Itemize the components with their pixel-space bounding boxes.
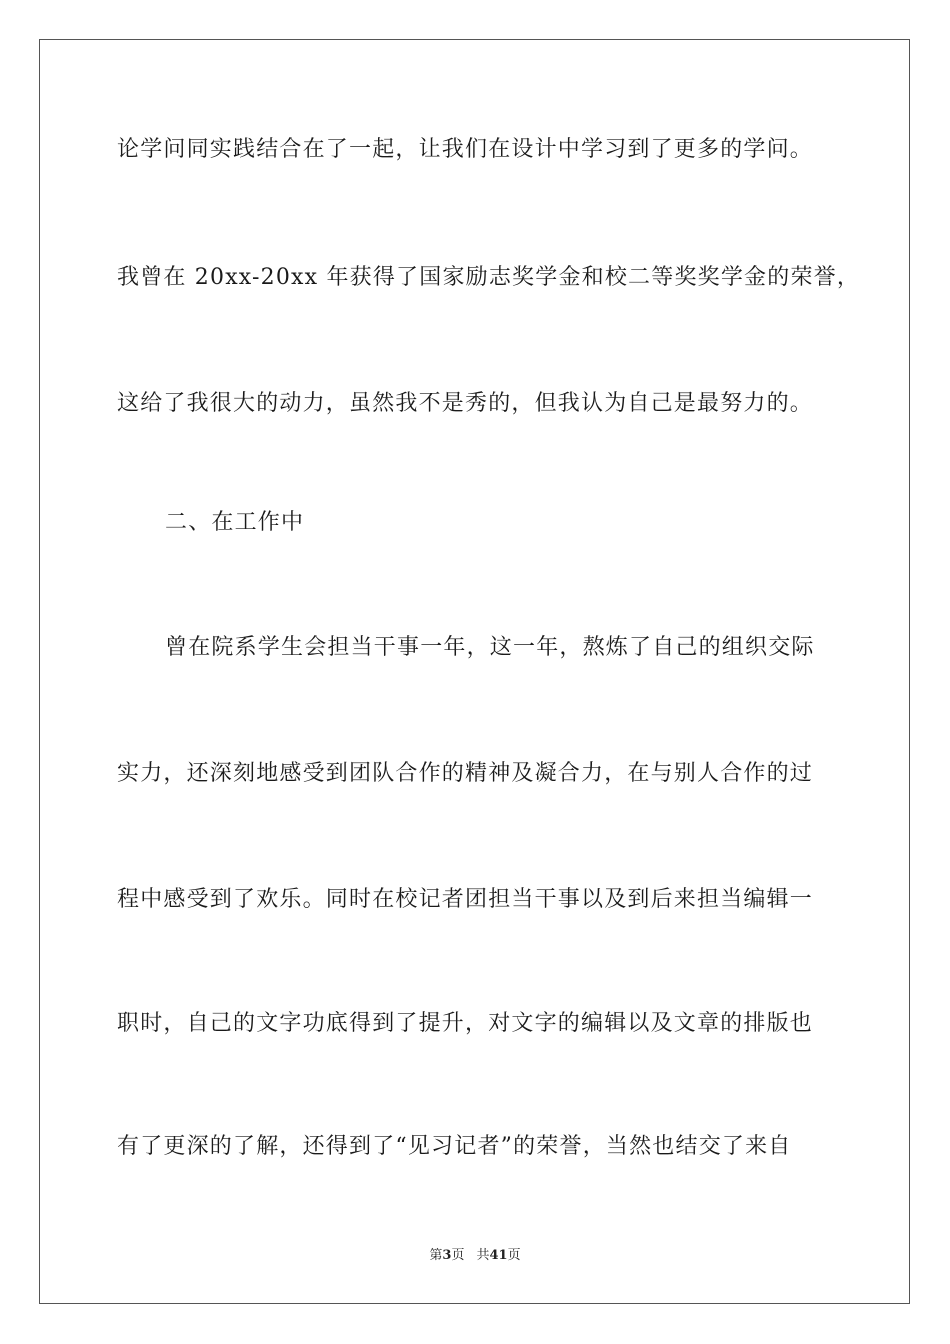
footer-total-suffix: 页: [507, 1248, 521, 1263]
body-line-8: 职时，自己的文字功底得到了提升，对文字的编辑以及文章的排版也: [117, 1011, 814, 1036]
body-line-3: 这给了我很大的动力，虽然我不是秀的，但我认为自己是最努力的。: [117, 391, 814, 416]
footer-prefix: 第: [429, 1248, 443, 1263]
footer-page-suffix: 页: [451, 1248, 465, 1263]
body-line-1: 论学问同实践结合在了一起，让我们在设计中学习到了更多的学问。: [117, 137, 814, 162]
body-line-5: 曾在院系学生会担当干事一年，这一年，熬炼了自己的组织交际: [165, 635, 815, 660]
page-number: 3: [442, 1248, 452, 1263]
page-border: [39, 39, 910, 1304]
body-line-6: 实力，还深刻地感受到团队合作的精神及凝合力，在与别人合作的过: [117, 761, 814, 786]
body-line-2: 我曾在 20xx-20xx 年获得了国家励志奖学金和校二等奖奖学金的荣誉，: [117, 265, 861, 290]
section-heading: 二、在工作中: [165, 510, 305, 535]
body-line-7: 程中感受到了欢乐。同时在校记者团担当干事以及到后来担当编辑一: [117, 887, 814, 912]
page-footer: [0, 1248, 950, 1264]
total-pages: 41: [489, 1248, 508, 1263]
body-line-9: 有了更深的了解，还得到了“见习记者”的荣誉，当然也结交了来自: [117, 1134, 792, 1159]
footer-total-prefix: 共: [476, 1248, 490, 1263]
